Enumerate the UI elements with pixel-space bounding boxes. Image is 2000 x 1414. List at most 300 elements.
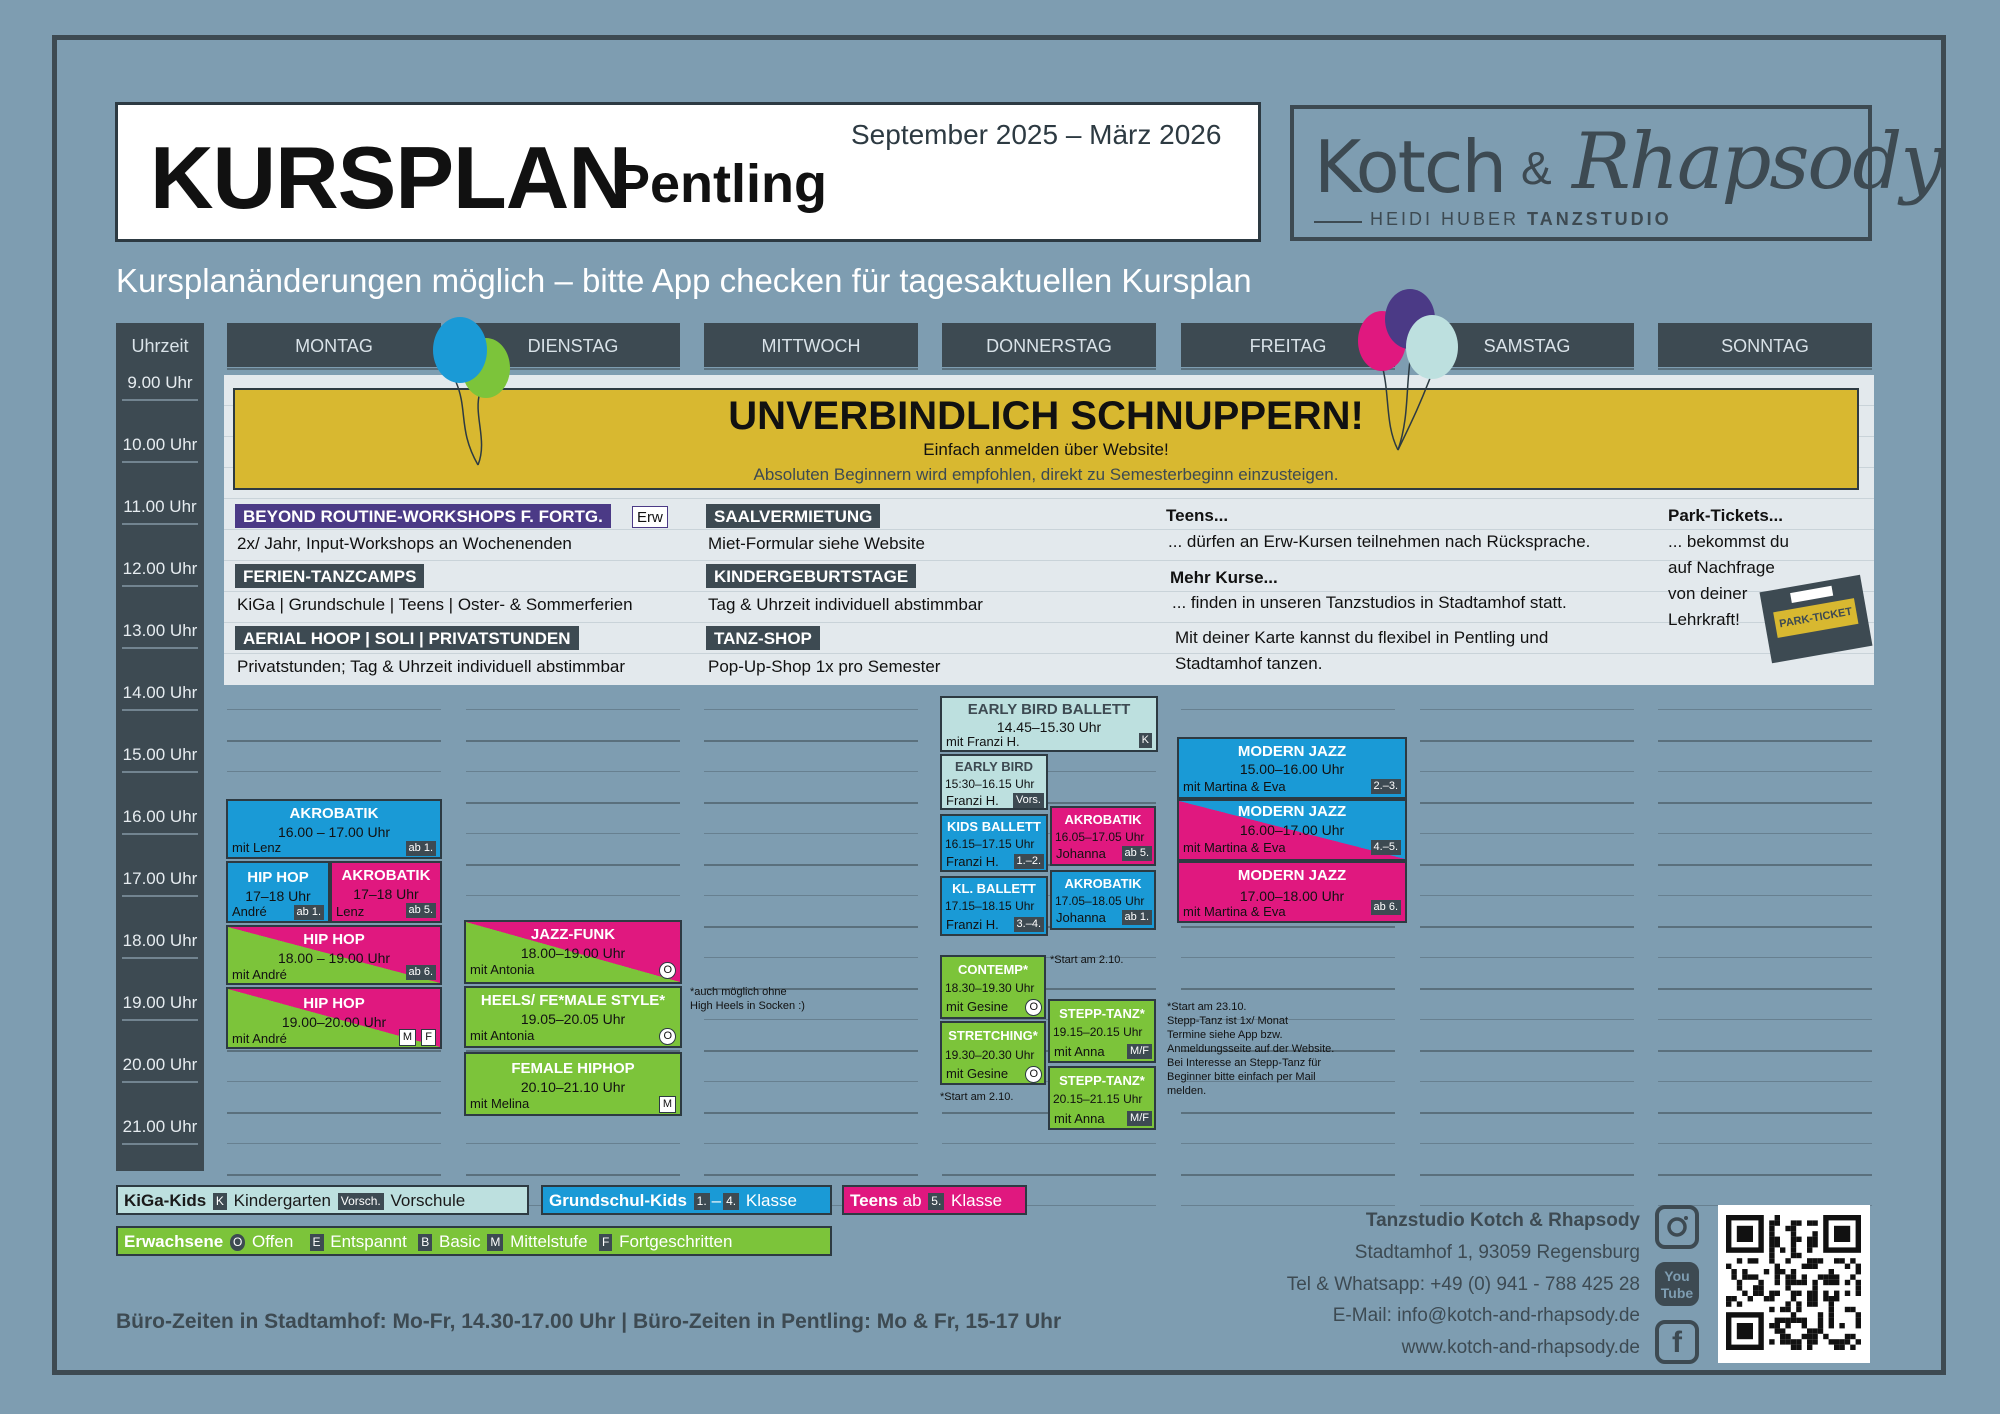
course-teacher: Franzi H.	[946, 854, 999, 869]
park-line4: Lehrkraft!	[1668, 610, 1740, 629]
course-title: AKROBATIK	[1064, 812, 1142, 827]
course-teacher: mit Gesine	[946, 1066, 1009, 1081]
qr-module	[1818, 1318, 1823, 1323]
course-teacher: Johanna	[1056, 910, 1106, 925]
grid-line-half	[704, 1081, 918, 1082]
course-teacher: mit Gesine	[946, 999, 1009, 1014]
qr-module	[1834, 1258, 1839, 1263]
course-di-heels[interactable]	[464, 986, 682, 1048]
course-title: MODERN JAZZ	[1237, 803, 1347, 820]
qr-module	[1785, 1318, 1790, 1323]
course-badge: M/F	[1127, 1044, 1152, 1059]
grid-line-half	[466, 1143, 680, 1144]
qr-module	[1780, 1318, 1785, 1323]
qr-module	[1856, 1269, 1861, 1274]
banner-line1: Einfach anmelden über Website!	[923, 440, 1169, 459]
course-badge: ab 1.	[1122, 910, 1152, 925]
grid-line	[1658, 988, 1872, 990]
qr-module	[1845, 1339, 1850, 1344]
time-label: 19.00 Uhr	[122, 993, 198, 1012]
course-do-stepp-2[interactable]	[1048, 1066, 1156, 1130]
course-time: 15.00–16.00 Uhr	[1239, 761, 1345, 777]
qr-module	[1812, 1242, 1817, 1247]
course-title: MODERN JAZZ	[1237, 743, 1347, 760]
grid-line-half	[1181, 1143, 1395, 1144]
grid-line-half	[1420, 1143, 1634, 1144]
course-do-kids-ballett[interactable]	[940, 814, 1048, 872]
qr-module	[1769, 1291, 1774, 1296]
youtube-text-2: Tube	[1660, 1285, 1694, 1301]
course-do-early-bird-ballett[interactable]	[940, 696, 1158, 752]
erw-badge: Erw	[632, 506, 668, 528]
qr-module	[1807, 1296, 1812, 1301]
qr-module	[1758, 1280, 1763, 1285]
course-time: 17.05–18.05 Uhr	[1055, 894, 1145, 908]
qr-module	[1829, 1323, 1834, 1328]
grid-line	[1420, 864, 1634, 866]
qr-finder	[1834, 1226, 1850, 1242]
qr-module	[1807, 1345, 1812, 1350]
time-grid-line	[122, 461, 198, 463]
course-title: JAZZ-FUNK	[530, 926, 616, 943]
course-badge: M	[399, 1029, 416, 1046]
qr-module	[1845, 1307, 1850, 1312]
course-do-early-bird[interactable]	[940, 754, 1048, 810]
qr-module	[1812, 1301, 1817, 1306]
studio-website[interactable]: www.kotch-and-rhapsody.de	[1401, 1337, 1640, 1358]
qr-module	[1823, 1334, 1828, 1339]
qr-module	[1737, 1258, 1742, 1263]
time-grid-line	[122, 771, 198, 773]
course-time: 16.00–17.00 Uhr	[1239, 822, 1345, 838]
kindergeburtstage-tag: KINDERGEBURTSTAGE	[706, 564, 916, 588]
grid-line	[942, 368, 1156, 370]
qr-module	[1785, 1226, 1790, 1231]
course-mo-akrobatik-17[interactable]	[330, 861, 442, 923]
qr-module	[1796, 1345, 1801, 1350]
course-badge: ab 5.	[406, 903, 436, 918]
logo-rhapsody: Rhapsody	[1572, 117, 1943, 207]
qr-module	[1791, 1226, 1796, 1231]
qr-module	[1839, 1323, 1844, 1328]
qr-module	[1834, 1280, 1839, 1285]
course-title: HIP HOP	[303, 995, 365, 1012]
course-title: FEMALE HIPHOP	[511, 1060, 635, 1077]
grid-line-half	[1658, 771, 1872, 772]
time-label: 13.00 Uhr	[122, 621, 198, 640]
grid-line-half	[704, 1143, 918, 1144]
time-label: 18.00 Uhr	[122, 931, 198, 950]
facebook-icon[interactable]: f	[1655, 1320, 1699, 1364]
course-teacher: mit Melina	[470, 1096, 530, 1111]
qr-module	[1785, 1280, 1790, 1285]
start-note-contemp: *Start am 2.10.	[1050, 954, 1124, 966]
course-di-female-hiphop[interactable]	[464, 1052, 682, 1116]
grid-line	[704, 1112, 918, 1114]
course-teacher: André	[232, 904, 267, 919]
grid-line	[1658, 1174, 1872, 1176]
karte-line2: Stadtamhof tanzen.	[1175, 654, 1323, 673]
grid-line	[466, 864, 680, 866]
course-teacher: mit André	[232, 967, 287, 982]
course-badge: Vors.	[1013, 793, 1044, 808]
qr-module	[1785, 1323, 1790, 1328]
course-time: 17.00–18.00 Uhr	[1239, 888, 1345, 904]
qr-module	[1769, 1253, 1774, 1258]
course-title: KL. BALLETT	[952, 881, 1036, 896]
qr-module	[1856, 1339, 1861, 1344]
qr-module	[1753, 1258, 1758, 1263]
qr-module	[1769, 1237, 1774, 1242]
qr-module	[1764, 1296, 1769, 1301]
aerial-tag: AERIAL HOOP | SOLI | PRIVATSTUNDEN	[235, 626, 579, 650]
qr-module	[1856, 1285, 1861, 1290]
mehr-kurse-text: ... finden in unseren Tanzstudios in Stadtamhof statt.	[1172, 593, 1567, 612]
grid-line-half	[1658, 833, 1872, 834]
grid-line	[1181, 926, 1395, 928]
course-fr-modern-jazz-15[interactable]	[1177, 737, 1407, 799]
time-label: 15.00 Uhr	[122, 745, 198, 764]
day-sunday: SONNTAG	[1658, 323, 1872, 367]
time-header: Uhrzeit	[116, 323, 204, 367]
instagram-icon[interactable]	[1655, 1205, 1699, 1249]
qr-module	[1769, 1339, 1774, 1344]
qr-module	[1807, 1334, 1812, 1339]
course-time: 19.05–20.05 Uhr	[520, 1011, 626, 1027]
qr-module	[1818, 1274, 1823, 1279]
qr-module	[1796, 1237, 1801, 1242]
grid-line	[704, 926, 918, 928]
legend-erwachsene: Erwachsene O Offen E Entspannt B Basic M Mittelstufe F Fortgeschritten	[116, 1226, 832, 1256]
course-time: 19.00–20.00 Uhr	[281, 1014, 387, 1030]
qr-module	[1780, 1247, 1785, 1252]
grid-line	[1658, 1112, 1872, 1114]
qr-module	[1839, 1258, 1844, 1263]
qr-module	[1753, 1285, 1758, 1290]
qr-module	[1748, 1258, 1753, 1263]
qr-module	[1807, 1339, 1812, 1344]
qr-module	[1785, 1334, 1790, 1339]
course-title: CONTEMP*	[957, 962, 1029, 977]
qr-module	[1742, 1269, 1747, 1274]
grid-line	[1420, 1174, 1634, 1176]
start-note-stretching: *Start am 2.10.	[940, 1091, 1014, 1103]
qr-module	[1791, 1253, 1796, 1258]
course-badge: 3.–4.	[1014, 917, 1044, 932]
qr-module	[1829, 1274, 1834, 1279]
grid-line	[1181, 1174, 1395, 1176]
change-notice: Kursplanänderungen möglich – bitte App checken für tagesaktuellen Kursplan	[116, 262, 1252, 299]
youtube-icon[interactable]	[1655, 1262, 1699, 1306]
teens-title: Teens...	[1166, 506, 1229, 525]
course-teacher: Franzi H.	[946, 917, 999, 932]
course-do-stretching[interactable]	[940, 1021, 1046, 1085]
grid-line	[1420, 802, 1634, 804]
grid-line-half	[1658, 895, 1872, 896]
course-time: 20.15–21.15 Uhr	[1053, 1092, 1143, 1106]
course-teacher: mit Martina & Eva	[1183, 840, 1286, 855]
time-label: 10.00 Uhr	[122, 435, 198, 454]
qr-module	[1850, 1345, 1855, 1350]
park-title: Park-Tickets...	[1668, 506, 1783, 525]
qr-module	[1829, 1269, 1834, 1274]
grid-line	[1658, 368, 1872, 370]
grid-line-half	[1420, 1081, 1634, 1082]
course-time: 17–18 Uhr	[245, 888, 311, 904]
qr-code-graphic	[1718, 1205, 1870, 1363]
course-title: EARLY BIRD BALLETT	[967, 701, 1131, 718]
logo	[1290, 105, 1943, 241]
qr-module	[1818, 1258, 1823, 1263]
course-badge: M	[659, 1096, 676, 1113]
qr-module	[1731, 1274, 1736, 1279]
time-grid-line	[122, 895, 198, 897]
day-friday: FREITAG	[1181, 323, 1395, 367]
qr-module	[1775, 1237, 1780, 1242]
course-badge: O	[1025, 999, 1042, 1016]
qr-module	[1796, 1318, 1801, 1323]
qr-module	[1791, 1237, 1796, 1242]
course-time: 16.05–17.05 Uhr	[1055, 830, 1145, 844]
grid-line-half	[1420, 957, 1634, 958]
course-title: STEPP-TANZ*	[1059, 1073, 1145, 1088]
qr-module	[1850, 1274, 1855, 1279]
qr-module	[1812, 1291, 1817, 1296]
grid-line-half	[1420, 709, 1634, 710]
qr-module	[1856, 1323, 1861, 1328]
day-monday: MONTAG	[227, 323, 441, 367]
course-do-akrobatik-16[interactable]	[1050, 806, 1156, 866]
qr-module	[1791, 1220, 1796, 1225]
grid-line	[1181, 1112, 1395, 1114]
qr-module	[1807, 1242, 1812, 1247]
course-teacher: mit Lenz	[232, 840, 282, 855]
course-fr-modern-jazz-17[interactable]	[1177, 861, 1407, 923]
mehr-kurse-title: Mehr Kurse...	[1170, 568, 1278, 587]
time-label: 21.00 Uhr	[122, 1117, 198, 1136]
course-badge: F	[421, 1029, 436, 1046]
grid-line-half	[1658, 709, 1872, 710]
tanzshop-text: Pop-Up-Shop 1x pro Semester	[708, 657, 941, 676]
time-label: 17.00 Uhr	[122, 869, 198, 888]
qr-module	[1737, 1285, 1742, 1290]
stepp-note: *Start am 23.10. Stepp-Tanz ist 1x/ Monat Termine siehe App bzw. Anmeldungsseite auf der Website. Bei Interesse an Stepp-Tanz für Beginner bitte einfach per Mail melden.	[1167, 1001, 1335, 1097]
qr-module	[1845, 1264, 1850, 1269]
course-mo-hiphop-18[interactable]	[226, 925, 442, 985]
qr-module	[1829, 1318, 1834, 1323]
qr-module	[1775, 1242, 1780, 1247]
time-label: 16.00 Uhr	[122, 807, 198, 826]
grid-line-half	[227, 709, 441, 710]
course-time: 18.30–19.30 Uhr	[945, 981, 1035, 995]
qr-module	[1802, 1274, 1807, 1279]
qr-module	[1845, 1334, 1850, 1339]
qr-module	[1764, 1269, 1769, 1274]
qr-module	[1812, 1237, 1817, 1242]
qr-module	[1748, 1296, 1753, 1301]
course-title: EARLY BIRD	[954, 759, 1034, 774]
qr-module	[1807, 1247, 1812, 1252]
qr-module	[1829, 1296, 1834, 1301]
qr-module	[1812, 1296, 1817, 1301]
qr-module	[1796, 1307, 1801, 1312]
time-grid-line	[122, 399, 198, 401]
grid-line-half	[1420, 895, 1634, 896]
time-grid-line	[122, 647, 198, 649]
qr-module	[1807, 1301, 1812, 1306]
course-fr-modern-jazz-16[interactable]	[1177, 799, 1407, 861]
course-badge: 1.–2.	[1014, 854, 1044, 869]
grid-line-half	[704, 833, 918, 834]
course-teacher: mit Martina & Eva	[1183, 779, 1286, 794]
studio-phone: Tel & Whatsapp: +49 (0) 941 - 788 425 28	[1286, 1274, 1640, 1295]
qr-module	[1731, 1269, 1736, 1274]
grid-line	[704, 740, 918, 742]
grid-line	[1420, 740, 1634, 742]
course-time: 19.30–20.30 Uhr	[945, 1048, 1035, 1062]
grid-line	[227, 1174, 441, 1176]
qr-module	[1812, 1231, 1817, 1236]
qr-module	[1775, 1215, 1780, 1220]
day-thursday: DONNERSTAG	[942, 323, 1156, 367]
course-teacher: Franzi H.	[946, 793, 999, 808]
course-teacher: mit Martina & Eva	[1183, 904, 1286, 919]
grid-line	[466, 802, 680, 804]
grid-line	[704, 864, 918, 866]
qr-module	[1807, 1237, 1812, 1242]
qr-module	[1812, 1339, 1817, 1344]
grid-line	[1658, 864, 1872, 866]
qr-module	[1802, 1334, 1807, 1339]
course-time: 19.15–20.15 Uhr	[1053, 1025, 1143, 1039]
course-teacher: Johanna	[1056, 846, 1106, 861]
qr-module	[1796, 1220, 1801, 1225]
course-badge: 4.–5.	[1371, 840, 1401, 855]
course-title: AKROBATIK	[289, 805, 379, 822]
aerial-text: Privatstunden; Tag & Uhrzeit individuell abstimmbar	[237, 657, 626, 676]
grid-line-half	[227, 771, 441, 772]
heels-note: *auch möglich ohne High Heels in Socken :)	[690, 986, 805, 1012]
logo-tagline: HEIDI HUBER TANZSTUDIO	[1370, 209, 1672, 229]
course-mo-hiphop-17[interactable]	[226, 861, 330, 923]
course-title: KIDS BALLETT	[947, 819, 1041, 834]
qr-module	[1834, 1296, 1839, 1301]
qr-module	[1802, 1264, 1807, 1269]
grid-line	[1181, 988, 1395, 990]
course-badge: ab 5.	[1122, 846, 1152, 861]
grid-line	[704, 802, 918, 804]
grid-line-half	[704, 771, 918, 772]
ferien-tag: FERIEN-TANZCAMPS	[235, 564, 424, 588]
course-time: 16.15–17.15 Uhr	[945, 837, 1035, 851]
qr-module	[1775, 1264, 1780, 1269]
course-do-stepp-1[interactable]	[1048, 999, 1156, 1063]
qr-module	[1775, 1328, 1780, 1333]
qr-module	[1791, 1231, 1796, 1236]
course-badge: ab 1.	[406, 841, 436, 856]
youtube-text-1: You	[1664, 1268, 1690, 1284]
grid-line	[1420, 988, 1634, 990]
grid-line	[227, 368, 441, 370]
qr-module	[1796, 1339, 1801, 1344]
course-badge: M/F	[1127, 1111, 1152, 1126]
ticket-logo	[1790, 586, 1833, 603]
course-mo-hiphop-19[interactable]	[226, 987, 442, 1049]
qr-module	[1829, 1312, 1834, 1317]
qr-module	[1775, 1318, 1780, 1323]
studio-email[interactable]: E-Mail: info@kotch-and-rhapsody.de	[1332, 1305, 1640, 1326]
grid-line-half	[704, 709, 918, 710]
grid-line	[1658, 802, 1872, 804]
qr-module	[1812, 1334, 1817, 1339]
grid-line-half	[227, 1143, 441, 1144]
time-label: 12.00 Uhr	[122, 559, 198, 578]
qr-module	[1812, 1285, 1817, 1290]
grid-line-half	[227, 1081, 441, 1082]
grid-line-half	[704, 895, 918, 896]
grid-line	[704, 1174, 918, 1176]
logo-kotch: Kotch	[1314, 125, 1506, 209]
qr-code[interactable]	[1718, 1205, 1870, 1363]
course-time: 18.00–19.00 Uhr	[520, 945, 626, 961]
qr-module	[1737, 1280, 1742, 1285]
qr-module	[1785, 1307, 1790, 1312]
qr-module	[1796, 1291, 1801, 1296]
qr-module	[1785, 1301, 1790, 1306]
qr-module	[1807, 1328, 1812, 1333]
grid-line	[1420, 1112, 1634, 1114]
page-title: KURSPLAN	[150, 128, 631, 227]
qr-module	[1829, 1280, 1834, 1285]
course-di-jazzfunk[interactable]	[464, 920, 682, 984]
course-do-contemp[interactable]	[940, 955, 1046, 1019]
qr-module	[1802, 1280, 1807, 1285]
qr-module	[1780, 1328, 1785, 1333]
grid-line-half	[1658, 1081, 1872, 1082]
course-do-kl-ballett[interactable]	[940, 876, 1048, 936]
qr-module	[1785, 1274, 1790, 1279]
grid-line	[704, 1050, 918, 1052]
qr-module	[1856, 1280, 1861, 1285]
course-badge: O	[1025, 1066, 1042, 1083]
qr-module	[1823, 1280, 1828, 1285]
qr-module	[1791, 1312, 1796, 1317]
date-range: September 2025 – März 2026	[851, 119, 1222, 150]
qr-module	[1807, 1264, 1812, 1269]
office-hours: Büro-Zeiten in Stadtamhof: Mo-Fr, 14.30-17.00 Uhr | Büro-Zeiten in Pentling: Mo & Fr, 15-17 Uhr	[116, 1310, 1062, 1333]
course-do-akrobatik-17[interactable]	[1050, 870, 1156, 930]
course-badge: O	[659, 1028, 676, 1045]
legend-teens: Teens ab 5. Klasse	[842, 1185, 1027, 1215]
qr-module	[1834, 1291, 1839, 1296]
grid-line-half	[1420, 771, 1634, 772]
banner-headline: UNVERBINDLICH SCHNUPPERN!	[728, 394, 1364, 438]
qr-module	[1791, 1242, 1796, 1247]
qr-module	[1769, 1247, 1774, 1252]
grid-line-half	[1181, 1205, 1395, 1206]
course-mo-akrobatik[interactable]	[226, 799, 442, 859]
qr-module	[1856, 1312, 1861, 1317]
day-saturday: SAMSTAG	[1420, 323, 1634, 367]
qr-module	[1856, 1264, 1861, 1269]
course-title: STEPP-TANZ*	[1059, 1006, 1145, 1021]
qr-module	[1812, 1328, 1817, 1333]
qr-module	[1791, 1345, 1796, 1350]
qr-module	[1791, 1339, 1796, 1344]
legend-grundschule: Grundschul-Kids 1. – 4. Klasse	[541, 1185, 832, 1215]
qr-finder	[1737, 1226, 1753, 1242]
grid-line	[942, 1174, 1156, 1176]
